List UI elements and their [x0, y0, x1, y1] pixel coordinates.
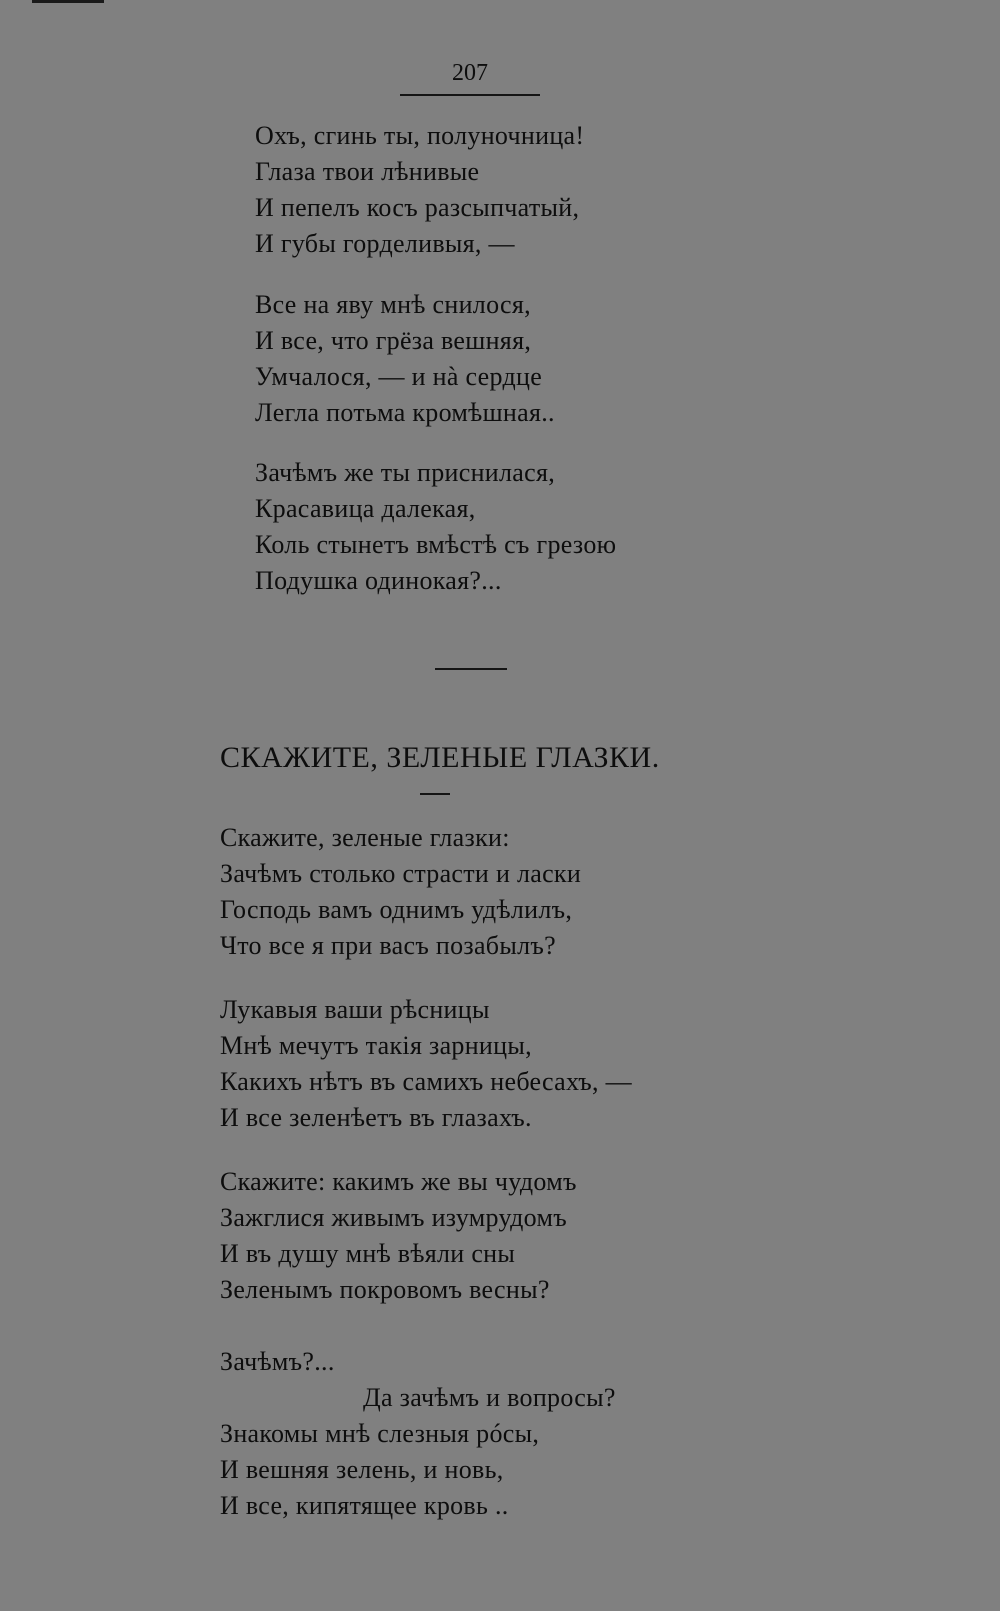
poem-title: СКАЖИТЕ, ЗЕЛЕНЫЕ ГЛАЗКИ. [220, 741, 660, 774]
verse-line: И все зеленѣетъ въ глазахъ. [220, 1103, 532, 1132]
header-rule [400, 94, 540, 96]
verse-line: Господь вамъ однимъ удѣлилъ, [220, 895, 573, 924]
verse-line: Красавица далекая, [255, 494, 476, 523]
verse-line: И губы горделивыя, — [255, 229, 515, 258]
poem2-stanza-3 [220, 1164, 577, 1308]
title-rule [420, 793, 450, 795]
verse-line: Зачѣмъ столько страсти и ласки [220, 859, 582, 888]
page-number: 207 [452, 60, 488, 86]
scan-edge-mark [32, 0, 104, 3]
verse-line: И все, кипятящее кровь .. [220, 1491, 509, 1520]
verse-line: Скажите: какимъ же вы чудомъ [220, 1167, 577, 1196]
verse-line: Подушка одинокая?... [255, 566, 502, 595]
verse-line: И въ душу мнѣ вѣяли сны [220, 1239, 516, 1268]
verse-line: Лукавыя ваши рѣсницы [220, 995, 490, 1024]
verse-line: Зачѣмъ?... [220, 1347, 335, 1376]
verse-line: Коль стынетъ вмѣстѣ съ грезою [255, 530, 617, 559]
verse-line: Мнѣ мечутъ такія зарницы, [220, 1031, 532, 1060]
verse-line: Какихъ нѣтъ въ самихъ небесахъ, — [220, 1067, 632, 1096]
verse-line: Охъ, сгинь ты, полуночница! [255, 121, 585, 150]
verse-line: И все, что грёза вешняя, [255, 326, 532, 355]
poem2-stanza-4 [220, 1344, 616, 1524]
verse-line: И вешняя зелень, и новь, [220, 1455, 504, 1484]
verse-line: Зажглися живымъ изумрудомъ [220, 1203, 567, 1232]
verse-line: Зеленымъ покровомъ весны? [220, 1275, 550, 1304]
section-separator [435, 668, 507, 670]
verse-line: Знакомы мнѣ слезныя рóсы, [220, 1419, 540, 1448]
poem1-stanza-2 [255, 287, 555, 431]
poem2-stanza-1 [220, 820, 581, 964]
poem1-stanza-3 [255, 455, 616, 599]
verse-line: Что все я при васъ позабылъ? [220, 931, 556, 960]
verse-line: Все на яву мнѣ снилося, [255, 290, 531, 319]
verse-line-indented: Да зачѣмъ и вопросы? [363, 1383, 616, 1412]
verse-line: И пепелъ косъ разсыпчатый, [255, 193, 580, 222]
verse-line: Скажите, зеленые глазки: [220, 823, 510, 852]
verse-line: Глаза твои лѣнивые [255, 157, 480, 186]
poem1-stanza-1 [255, 118, 584, 262]
poem2-stanza-2 [220, 992, 632, 1136]
verse-line: Зачѣмъ же ты приснилася, [255, 458, 556, 487]
verse-line: Легла потьма кромѣшная.. [255, 398, 555, 427]
verse-line: Умчалося, — и нà сердце [255, 362, 543, 391]
